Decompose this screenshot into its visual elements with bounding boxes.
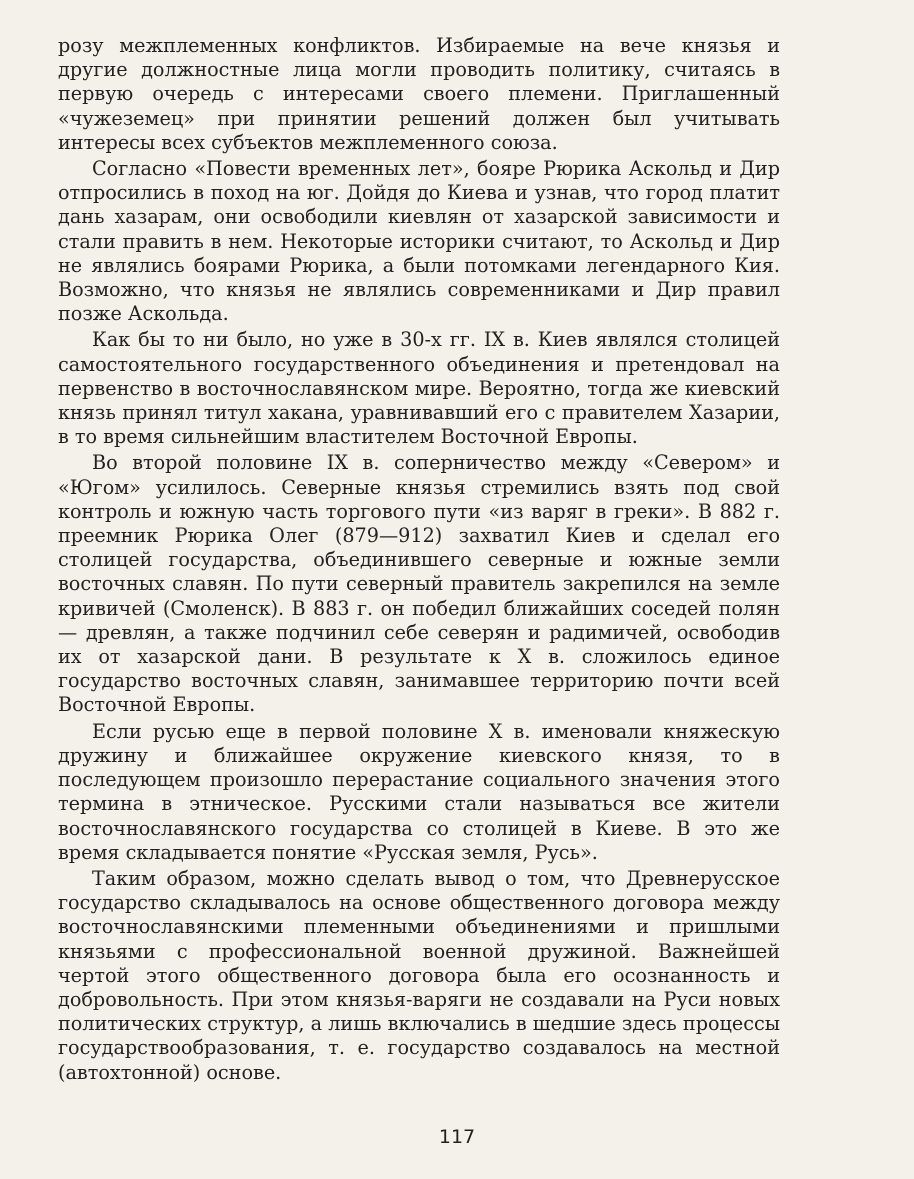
page-number: 117 [438, 1126, 476, 1148]
paragraph-continuation: розу межплеменных конфликтов. Избираемые на вече князья и другие должностные лица могли проводить политику, считаясь в первую очередь с интересами своего племени. Приглашенный «чужеземец» при принятии решений должен был учитывать интересы всех субъектов межплеменного союза. [58, 34, 780, 154]
paragraph-oleg: Во второй половине IX в. соперничество между «Севером» и «Югом» усилилось. Северные князья стремились взять под свой контроль и южную часть торгового пути «из варяг в греки». В 882 г. преемник Рюрика Олег (879—912) захватил Киев и сделал его столицей государства, объединившего северные и южные земли восточных славян. По пути северный правитель закрепился на земле кривичей (Смоленск). В 883 г. он победил ближайших соседей полян — древлян, а также подчинил себе северян и радимичей, освободив их от хазарской дани. В результате к X в. сложилось единое государство восточных славян, занимавшее территорию почти всей Восточной Европы. [58, 451, 780, 717]
paragraph-kiev-capital: Как бы то ни было, но уже в 30-х гг. IX в. Киев являлся столицей самостоятельного государственного объединения и претендовал на первенство в восточнославянском мире. Вероятно, тогда же киевский князь принял титул хакана, уравнивавший его с правителем Хазарии, в то время сильнейшим властителем Восточной Европы. [58, 328, 780, 449]
paragraph-askold-dir: Согласно «Повести временных лет», бояре Рюрика Аскольд и Дир отпросились в поход на юг. Дойдя до Киева и узнав, что город платит дань хазарам, они освободили киевлян от хазарской зависимости и стали править в нем. Некоторые историки считают, то Аскольд и Дир не являлись боярами Рюрика, а были потомками легендарного Кия. Возможно, что князья не являлись современниками и Дир правил позже Аскольда. [58, 157, 780, 326]
text-column [58, 34, 780, 1085]
paragraph-conclusion: Таким образом, можно сделать вывод о том, что Древнерусское государство складывалось на основе общественного договора между восточнославянскими племенными объединениями и пришлыми князьями с профессиональной военной дружиной. Важнейшей чертой этого общественного договора была его осознанность и добровольность. При этом князья-варяги не создавали на Руси новых политических структур, а лишь включались в шедшие здесь процессы государствообразования, т. е. государство создавалось на местной (автохтонной) основе. [58, 866, 780, 1084]
paragraph-rus-term: Если русью еще в первой половине X в. именовали княжескую дружину и ближайшее окружение киевского князя, то в последующем произошло перерастание социального значения этого термина в этническое. Русскими стали называться все жители восточнославянского государства со столицей в Киеве. В это же время складывается понятие «Русская земля, Русь». [58, 719, 780, 864]
